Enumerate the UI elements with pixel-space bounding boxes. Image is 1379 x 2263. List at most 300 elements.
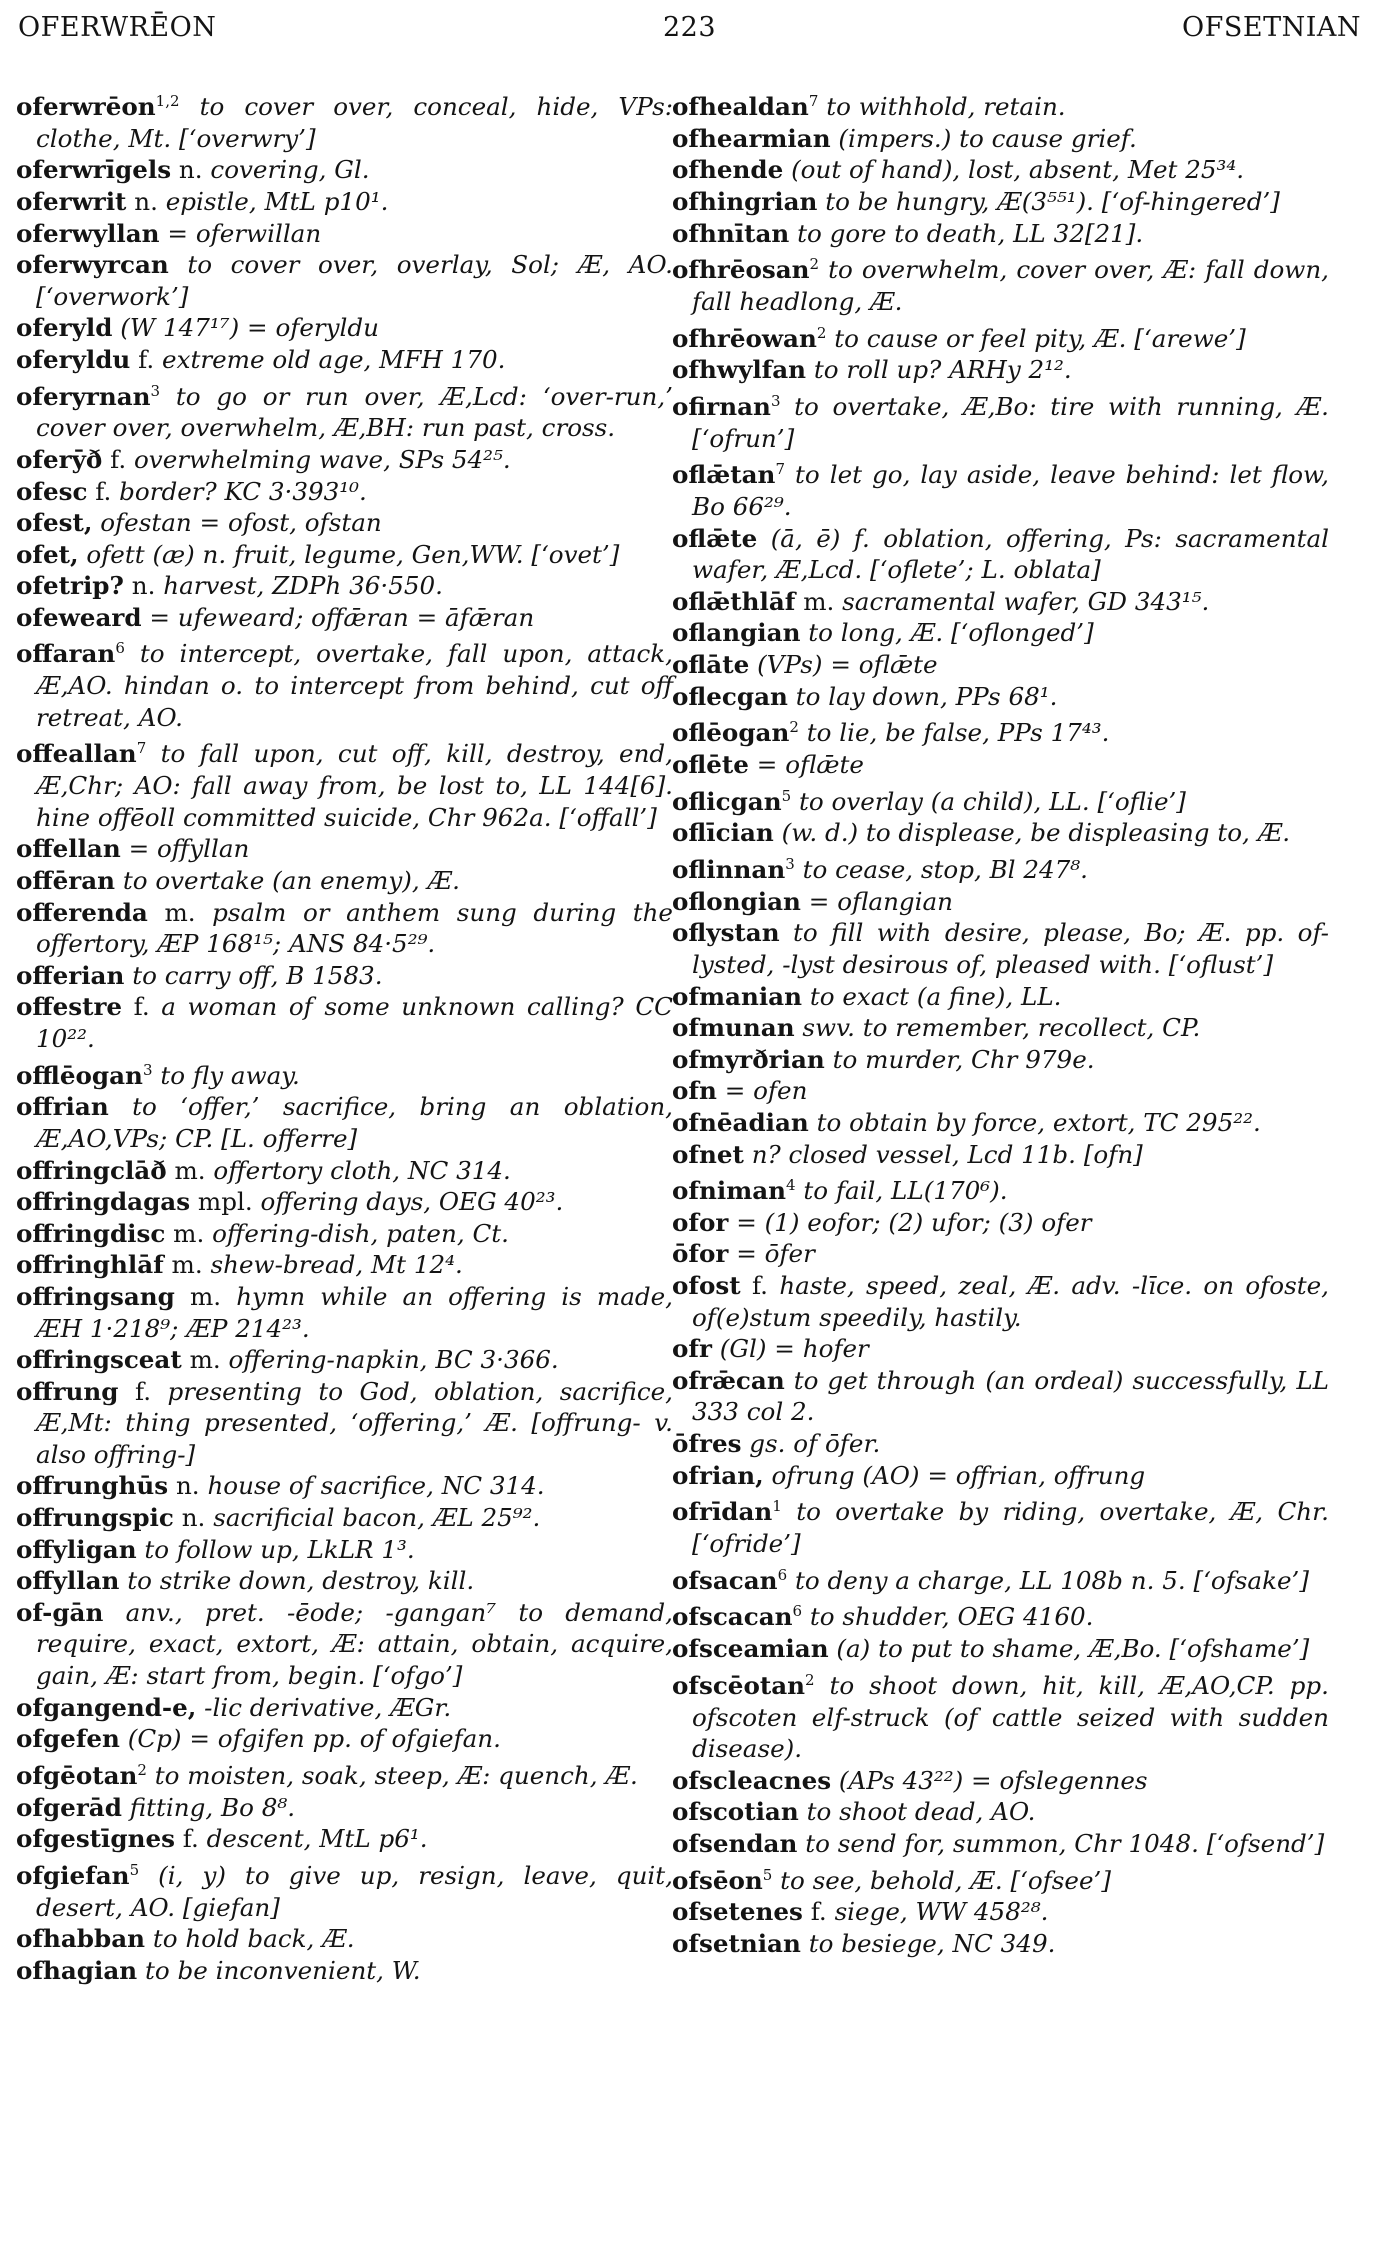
definition: offering-dish, paten, Ct. bbox=[212, 1218, 509, 1248]
grammar-label: f. bbox=[751, 1271, 768, 1301]
conjugation-class-number: 1 bbox=[772, 1497, 782, 1516]
dictionary-entry bbox=[16, 1823, 673, 1855]
headword: oflongian bbox=[672, 886, 801, 916]
definition: = ofen bbox=[724, 1076, 808, 1106]
definition: swv. to remember, recollect, CP. bbox=[802, 1013, 1201, 1043]
grammar-label: m. bbox=[174, 1155, 206, 1185]
definition: to ‘offer,’ sacrifice, bring an oblation, Æ,AO,VPs; CP. [L. offerre] bbox=[36, 1092, 673, 1153]
definition: shew-bread, Mt 12⁴. bbox=[210, 1250, 463, 1280]
dictionary-entry bbox=[16, 1376, 673, 1471]
dictionary-entry bbox=[16, 86, 673, 154]
definition: to overtake, Æ,Bo: tire with running, Æ. [‘ofrun’] bbox=[692, 392, 1329, 453]
dictionary-entry bbox=[672, 249, 1329, 317]
headword: ofetrip? bbox=[16, 571, 124, 601]
dictionary-entry bbox=[672, 386, 1329, 454]
definition: ofrung (AO) = offrian, offrung bbox=[771, 1460, 1146, 1490]
grammar-label: m. bbox=[189, 1345, 221, 1375]
definition: sacrificial bacon, ÆL 25⁹². bbox=[213, 1503, 541, 1533]
conjugation-class-number: 5 bbox=[781, 786, 792, 805]
definition: to lay down, PPs 68¹. bbox=[795, 681, 1058, 711]
dictionary-entry bbox=[16, 476, 673, 508]
dictionary-entry bbox=[672, 86, 1329, 123]
definition: gs. of ōfer. bbox=[749, 1429, 881, 1459]
definition: (Gl) = hofer bbox=[719, 1334, 869, 1364]
headword: ofniman bbox=[672, 1176, 787, 1206]
headword: oflicgan bbox=[672, 786, 782, 816]
headword: ofor bbox=[672, 1207, 729, 1237]
definition: to fill with desire, please, Bo; Æ. pp. of-lysted, -lyst desirous of, pleased with. [‘oflust’] bbox=[692, 918, 1329, 979]
headword: ofgefen bbox=[16, 1724, 120, 1754]
headword: ofgangend-e, bbox=[16, 1692, 197, 1722]
grammar-label: f. bbox=[134, 1376, 152, 1406]
headword: offrunghūs bbox=[16, 1471, 169, 1501]
dictionary-entry bbox=[16, 1218, 673, 1250]
conjugation-class-number: 2 bbox=[809, 255, 820, 274]
headword: of-gān bbox=[16, 1597, 104, 1627]
definition: -lic derivative, ÆGr. bbox=[204, 1692, 452, 1722]
conjugation-class-number: 2 bbox=[816, 323, 827, 342]
dictionary-entry bbox=[672, 218, 1329, 250]
dictionary-entry bbox=[16, 1281, 673, 1344]
definition: to exact (a fine), LL. bbox=[809, 981, 1062, 1011]
dictionary-entry bbox=[672, 1075, 1329, 1107]
dictionary-entry bbox=[16, 1055, 673, 1092]
headword: ofn bbox=[672, 1076, 717, 1106]
dictionary-entry bbox=[672, 749, 1329, 781]
definition: ofestan = ofost, ofstan bbox=[100, 508, 382, 538]
dictionary-entry bbox=[16, 444, 673, 476]
dictionary-entry bbox=[16, 1755, 673, 1792]
header-left-guideword: OFERWRĒON bbox=[18, 12, 217, 43]
dictionary-entry bbox=[16, 1344, 673, 1376]
dictionary-entry bbox=[672, 123, 1329, 155]
conjugation-class-number: 6 bbox=[792, 1602, 803, 1621]
definition: to shoot dead, AO. bbox=[806, 1797, 1036, 1827]
headword: ofet, bbox=[16, 539, 79, 569]
headword: ofsēon bbox=[672, 1865, 763, 1895]
dictionary-entry bbox=[16, 865, 673, 897]
headword: ofsendan bbox=[672, 1828, 798, 1858]
definition: to be inconvenient, W. bbox=[144, 1955, 421, 1985]
dictionary-entry bbox=[16, 1855, 673, 1923]
headword: offrian bbox=[16, 1092, 109, 1122]
headword: oflǣtan bbox=[672, 460, 776, 490]
grammar-label: m. bbox=[803, 586, 835, 616]
dictionary-entry bbox=[16, 570, 673, 602]
dictionary-entry bbox=[16, 344, 673, 376]
headword: offrung bbox=[16, 1376, 119, 1406]
definition: extreme old age, MFH 170. bbox=[162, 344, 506, 374]
dictionary-entry bbox=[672, 354, 1329, 386]
grammar-label: n. bbox=[181, 1503, 206, 1533]
dictionary-entry bbox=[16, 154, 673, 186]
definition: covering, Gl. bbox=[210, 155, 370, 185]
definition: = (1) eofor; (2) ufor; (3) ofer bbox=[736, 1207, 1092, 1237]
definition: to strike down, destroy, kill. bbox=[127, 1566, 475, 1596]
definition: (out of hand), lost, absent, Met 25³⁴. bbox=[791, 155, 1245, 185]
headword: offyligan bbox=[16, 1534, 137, 1564]
dictionary-entry bbox=[16, 1534, 673, 1566]
definition: to overtake (an enemy), Æ. bbox=[122, 866, 460, 895]
dictionary-entry bbox=[16, 1597, 673, 1692]
headword: oferwrit bbox=[16, 186, 127, 216]
dictionary-entry bbox=[16, 186, 673, 218]
definition: hymn while an offering is made, ÆH 1·218⁹; ÆP 214²³. bbox=[36, 1281, 673, 1343]
headword: oflēte bbox=[672, 750, 749, 779]
dictionary-entry bbox=[672, 1428, 1329, 1460]
dictionary-entry bbox=[672, 917, 1329, 980]
definition: = oflǣte bbox=[756, 750, 864, 779]
headword: offyllan bbox=[16, 1566, 120, 1596]
headword: offringsceat bbox=[16, 1345, 182, 1375]
headword: oferȳð bbox=[16, 444, 103, 474]
definition: = oflangian bbox=[808, 886, 954, 916]
grammar-label: n. bbox=[175, 1471, 200, 1501]
conjugation-class-number: 2 bbox=[789, 718, 799, 737]
dictionary-entry bbox=[672, 1560, 1329, 1597]
headword: ofgēotan bbox=[16, 1761, 138, 1790]
dictionary-entry bbox=[672, 1860, 1329, 1897]
headword: oflīcian bbox=[672, 818, 774, 848]
headword: ōfor bbox=[672, 1239, 729, 1269]
headword: offringsang bbox=[16, 1281, 175, 1311]
dictionary-entry bbox=[16, 1955, 673, 1987]
definition: to gore to death, LL 32[21]. bbox=[797, 218, 1144, 248]
definition: to overwhelm, cover over, Æ: fall down, fall headlong, Æ. bbox=[692, 255, 1329, 316]
headword: ofesc bbox=[16, 476, 88, 506]
headword: ofrian, bbox=[672, 1460, 764, 1490]
definition: offering days, OEG 40²³. bbox=[260, 1187, 564, 1217]
headword: offestre bbox=[16, 992, 123, 1022]
definition: (Cp) = ofgifen pp. of ofgiefan. bbox=[127, 1724, 501, 1754]
headword: oflǣte bbox=[672, 523, 758, 553]
definition: siege, WW 458²⁸. bbox=[834, 1897, 1049, 1927]
headword: oflēogan bbox=[672, 718, 790, 748]
dictionary-entry bbox=[672, 1207, 1329, 1239]
header-right-guideword: OFSETNIAN bbox=[1182, 12, 1361, 43]
definition: (a) to put to shame, Æ,Bo. [‘ofshame’] bbox=[836, 1634, 1310, 1664]
definition: to obtain by force, extort, TC 295²². bbox=[816, 1107, 1261, 1137]
dictionary-entry bbox=[16, 218, 673, 250]
dictionary-entry bbox=[672, 712, 1329, 749]
dictionary-entry bbox=[672, 1765, 1329, 1797]
headword: oferwyllan bbox=[16, 218, 160, 248]
dictionary-entry bbox=[672, 1270, 1329, 1333]
definition: to cover over, overlay, Sol; Æ, AO. [‘overwork’] bbox=[36, 250, 673, 311]
definition: overwhelming wave, SPs 54²⁵. bbox=[134, 444, 511, 474]
headword: ofgiefan bbox=[16, 1860, 130, 1890]
headword: offerenda bbox=[16, 897, 148, 927]
grammar-label: m. bbox=[171, 1250, 203, 1280]
conjugation-class-number: 1,2 bbox=[155, 92, 180, 110]
definition: to long, Æ. [‘oflonged’] bbox=[808, 618, 1094, 648]
headword: ofhwylfan bbox=[672, 355, 807, 385]
headword: oflystan bbox=[672, 918, 780, 948]
headword: ofest, bbox=[16, 508, 93, 538]
headword: offerian bbox=[16, 960, 125, 990]
dictionary-entry bbox=[16, 312, 673, 344]
conjugation-class-number: 2 bbox=[805, 1670, 815, 1689]
dictionary-entry bbox=[672, 1044, 1329, 1076]
headword: offeallan bbox=[16, 739, 137, 769]
headword: ofhnītan bbox=[672, 218, 790, 248]
definition: to go or run over, Æ,Lcd: ‘over-run,’ cover over, overwhelm, Æ,BH: run past, cross. bbox=[36, 381, 673, 443]
dictionary-entry bbox=[672, 186, 1329, 218]
headword: ofhabban bbox=[16, 1924, 146, 1954]
headword: offringhlāf bbox=[16, 1250, 164, 1280]
definition: = offyllan bbox=[128, 834, 250, 864]
definition: to fall upon, cut off, kill, destroy, end, Æ,Chr; AO: fall away from, be lost to, LL 144[6]. hine offēoll committed suicide, Chr 962a. [‘offall’] bbox=[36, 739, 673, 832]
headword: offrungspic bbox=[16, 1503, 174, 1533]
definition: to fly away. bbox=[160, 1060, 300, 1090]
definition: (W 147¹⁷) = oferyldu bbox=[120, 313, 380, 343]
definition: to moisten, soak, steep, Æ: quench, Æ. bbox=[154, 1761, 638, 1790]
dictionary-entry bbox=[16, 507, 673, 539]
definition: to overtake by riding, overtake, Æ, Chr. [‘ofride’] bbox=[692, 1497, 1329, 1558]
conjugation-class-number: 7 bbox=[808, 92, 819, 110]
definition: to besiege, NC 349. bbox=[808, 1928, 1056, 1958]
dictionary-entry bbox=[672, 1170, 1329, 1207]
definition: offertory cloth, NC 314. bbox=[213, 1155, 511, 1185]
headword: ofnet bbox=[672, 1139, 744, 1169]
grammar-label: n. bbox=[131, 571, 156, 601]
definition: offering-napkin, BC 3·366. bbox=[228, 1345, 559, 1375]
definition: to follow up, LkLR 1³. bbox=[144, 1534, 415, 1564]
right-column bbox=[672, 86, 1329, 1959]
dictionary-entry bbox=[672, 1796, 1329, 1828]
definition: to shoot down, hit, kill, Æ,AO,CP. pp. ofscoten elf-struck (of cattle seized with sudden disease). bbox=[692, 1670, 1329, 1764]
dictionary-entry bbox=[672, 1460, 1329, 1492]
headword: ofost bbox=[672, 1271, 741, 1301]
definition: to murder, Chr 979e. bbox=[832, 1044, 1095, 1074]
headword: oflangian bbox=[672, 618, 801, 648]
dictionary-entry bbox=[672, 649, 1329, 681]
dictionary-entry bbox=[16, 1249, 673, 1281]
definition: psalm or anthem sung during the offertory, ÆP 168¹⁵; ANS 84·5²⁹. bbox=[36, 897, 673, 959]
conjugation-class-number: 5 bbox=[762, 1865, 773, 1884]
headword: ofmyrðrian bbox=[672, 1044, 825, 1074]
dictionary-entry bbox=[672, 1238, 1329, 1270]
dictionary-entry bbox=[672, 586, 1329, 618]
headword: oflāte bbox=[672, 650, 750, 680]
running-header bbox=[18, 12, 1361, 56]
dictionary-entry bbox=[16, 1502, 673, 1534]
headword: ofhende bbox=[672, 155, 784, 185]
dictionary-entry bbox=[16, 633, 673, 733]
conjugation-class-number: 7 bbox=[775, 460, 785, 479]
conjugation-class-number: 3 bbox=[785, 854, 795, 873]
grammar-label: f. bbox=[810, 1897, 827, 1927]
definition: harvest, ZDPh 36·550. bbox=[163, 571, 443, 601]
conjugation-class-number: 3 bbox=[150, 381, 161, 400]
definition: to cover over, conceal, hide, VPs: clothe, Mt. [‘overwry’] bbox=[36, 92, 673, 153]
definition: to fail, LL(170⁶). bbox=[803, 1176, 1008, 1206]
headword: ofhearmian bbox=[672, 123, 831, 153]
definition: to withhold, retain. bbox=[826, 92, 1066, 122]
headword: ofmanian bbox=[672, 981, 802, 1011]
headword: ofsetenes bbox=[672, 1897, 803, 1927]
definition: n? closed vessel, Lcd 11b. [ofn] bbox=[751, 1139, 1143, 1169]
dictionary-entry bbox=[672, 1365, 1329, 1428]
definition: (ā, ē) f. oblation, offering, Ps: sacramental wafer, Æ,Lcd. [‘oflete’; L. oblata] bbox=[692, 523, 1329, 585]
definition: fitting, Bo 8⁸. bbox=[129, 1792, 296, 1822]
headword: ofgerād bbox=[16, 1792, 122, 1822]
headword: ofrīdan bbox=[672, 1497, 773, 1527]
grammar-label: f. bbox=[182, 1824, 199, 1854]
definition: (w. d.) to displease, be displeasing to, Æ. bbox=[781, 818, 1291, 848]
definition: (impers.) to cause grief. bbox=[838, 123, 1137, 153]
definition: to cease, stop, Bl 247⁸. bbox=[802, 855, 1088, 885]
definition: descent, MtL p6¹. bbox=[206, 1824, 428, 1854]
definition: to deny a charge, LL 108b n. 5. [‘ofsake’] bbox=[794, 1565, 1309, 1595]
headword: ofhrēowan bbox=[672, 323, 817, 353]
definition: (i, y) to give up, resign, leave, quit, desert, AO. [giefan] bbox=[36, 1860, 673, 1922]
headword: ofsceamian bbox=[672, 1634, 829, 1664]
dictionary-entry bbox=[672, 1491, 1329, 1559]
headword: ofscēotan bbox=[672, 1670, 806, 1700]
definition: to be hungry, Æ(3⁵⁵¹). [‘of-hingered’] bbox=[825, 186, 1280, 216]
dictionary-entry bbox=[672, 1012, 1329, 1044]
headword: ofscacan bbox=[672, 1602, 793, 1632]
definition: presenting to God, oblation, sacrifice, Æ,Mt: thing presented, ‘offering,’ Æ. [offrung- v. also offring-] bbox=[36, 1376, 673, 1469]
conjugation-class-number: 2 bbox=[137, 1760, 147, 1779]
headword: ofhagian bbox=[16, 1955, 138, 1985]
headword: ofmunan bbox=[672, 1013, 795, 1043]
dictionary-entry bbox=[16, 733, 673, 833]
headword: offēran bbox=[16, 866, 116, 895]
headword: offringdisc bbox=[16, 1218, 166, 1248]
dictionary-entry bbox=[672, 523, 1329, 586]
dictionary-entry bbox=[672, 817, 1329, 849]
dictionary-entry bbox=[672, 1828, 1329, 1860]
headword: ofhealdan bbox=[672, 92, 809, 122]
definition: to overlay (a child), LL. [‘oflie’] bbox=[799, 786, 1186, 816]
dictionary-entry bbox=[672, 1333, 1329, 1365]
headword: ofhrēosan bbox=[672, 255, 810, 285]
headword: ofsacan bbox=[672, 1565, 778, 1595]
conjugation-class-number: 4 bbox=[786, 1176, 796, 1195]
dictionary-entry bbox=[16, 1565, 673, 1597]
headword: oferwyrcan bbox=[16, 250, 169, 280]
definition: border? KC 3·393¹⁰. bbox=[119, 476, 367, 506]
grammar-label: f. bbox=[138, 344, 155, 374]
definition: to carry off, B 1583. bbox=[132, 960, 383, 990]
definition: sacramental wafer, GD 343¹⁵. bbox=[842, 586, 1210, 616]
grammar-label: f. bbox=[95, 476, 112, 506]
definition: haste, speed, zeal, Æ. adv. -līce. on ofoste, of(e)stum speedily, hastily. bbox=[692, 1271, 1329, 1332]
definition: to get through (an ordeal) successfully, LL 333 col 2. bbox=[692, 1365, 1329, 1427]
dictionary-entry bbox=[16, 539, 673, 571]
headword: ofscotian bbox=[672, 1797, 799, 1827]
headword: ofsetnian bbox=[672, 1928, 801, 1958]
definition: = ōfer bbox=[736, 1239, 815, 1269]
conjugation-class-number: 6 bbox=[777, 1565, 788, 1584]
conjugation-class-number: 6 bbox=[115, 639, 125, 658]
dictionary-entry bbox=[16, 897, 673, 960]
definition: house of sacrifice, NC 314. bbox=[207, 1471, 545, 1501]
headword: oflinnan bbox=[672, 855, 786, 885]
dictionary-entry bbox=[16, 1792, 673, 1824]
headword: ofeweard bbox=[16, 602, 142, 632]
dictionary-entry bbox=[672, 454, 1329, 522]
definition: to lie, be false, PPs 17⁴³. bbox=[806, 718, 1110, 748]
headword: oferyldu bbox=[16, 344, 131, 374]
definition: epistle, MtL p10¹. bbox=[165, 186, 389, 216]
dictionary-entry bbox=[672, 1665, 1329, 1765]
headword: offellan bbox=[16, 834, 121, 864]
definition: (VPs) = oflǣte bbox=[757, 650, 938, 680]
dictionary-entry bbox=[672, 318, 1329, 355]
conjugation-class-number: 3 bbox=[770, 391, 781, 410]
definition: to let go, lay aside, leave behind: let flow, Bo 66²⁹. bbox=[692, 460, 1329, 522]
definition: to hold back, Æ. bbox=[152, 1924, 355, 1954]
headword: ofhingrian bbox=[672, 186, 818, 216]
dictionary-entry bbox=[16, 1470, 673, 1502]
dictionary-entry bbox=[16, 1723, 673, 1755]
grammar-label: f. bbox=[133, 992, 150, 1022]
headword: ofgestīgnes bbox=[16, 1824, 175, 1854]
dictionary-entry bbox=[16, 1155, 673, 1187]
headword: ofrǣcan bbox=[672, 1365, 785, 1395]
dictionary-entry bbox=[16, 960, 673, 992]
dictionary-entry bbox=[16, 249, 673, 312]
headword: ofr bbox=[672, 1334, 712, 1364]
headword: oferwrēon bbox=[16, 92, 156, 122]
dictionary-entry bbox=[672, 681, 1329, 713]
headword: offringdagas bbox=[16, 1187, 191, 1217]
conjugation-class-number: 5 bbox=[129, 1860, 140, 1879]
page-number: 223 bbox=[662, 12, 717, 43]
definition: to see, behold, Æ. [‘ofsee’] bbox=[780, 1865, 1111, 1895]
dictionary-entry bbox=[672, 1596, 1329, 1633]
headword: offringclāð bbox=[16, 1155, 167, 1185]
definition: to shudder, OEG 4160. bbox=[809, 1602, 1094, 1632]
definition: = oferwillan bbox=[167, 218, 322, 248]
headword: oferwrīgels bbox=[16, 155, 172, 185]
dictionary-entry bbox=[16, 991, 673, 1054]
dictionary-entry bbox=[16, 1091, 673, 1154]
dictionary-entry bbox=[16, 1186, 673, 1218]
definition: to intercept, overtake, fall upon, attack, Æ,AO. hindan o. to intercept from behind, cut off retreat, AO. bbox=[36, 639, 673, 732]
definition: ofett (æ) n. fruit, legume, Gen,WW. [‘ovet’] bbox=[86, 539, 620, 569]
headword: ofscleacnes bbox=[672, 1765, 832, 1795]
headword: oflecgan bbox=[672, 681, 788, 711]
definition: (APs 43²²) = ofslegennes bbox=[838, 1765, 1148, 1795]
headword: offlēogan bbox=[16, 1060, 143, 1090]
definition: to cause or feel pity, Æ. [‘arewe’] bbox=[834, 323, 1246, 353]
grammar-label: f. bbox=[110, 444, 127, 474]
dictionary-entry bbox=[672, 1896, 1329, 1928]
definition: to roll up? ARHy 2¹². bbox=[813, 355, 1072, 385]
grammar-label: n. bbox=[134, 186, 158, 216]
headword: oferyld bbox=[16, 313, 113, 343]
definition: = ufeweard; offǣran = āfǣran bbox=[149, 602, 535, 632]
grammar-label: m. bbox=[189, 1281, 222, 1311]
conjugation-class-number: 7 bbox=[136, 739, 147, 758]
headword: ōfres bbox=[672, 1429, 742, 1459]
dictionary-entry bbox=[672, 886, 1329, 918]
dictionary-entry bbox=[672, 1928, 1329, 1960]
headword: ofirnan bbox=[672, 392, 771, 422]
dictionary-entry bbox=[16, 1692, 673, 1724]
dictionary-entry bbox=[672, 981, 1329, 1013]
dictionary-entry bbox=[672, 1633, 1329, 1665]
dictionary-entry bbox=[672, 617, 1329, 649]
dictionary-entry bbox=[16, 1923, 673, 1955]
dictionary-entry bbox=[672, 154, 1329, 186]
definition: anv., pret. -ēode; -gangan⁷ to demand, require, exact, extort, Æ: attain, obtain, acquire, gain, Æ: start from, begin. [‘ofgo’] bbox=[36, 1597, 673, 1691]
dictionary-entry bbox=[16, 833, 673, 865]
